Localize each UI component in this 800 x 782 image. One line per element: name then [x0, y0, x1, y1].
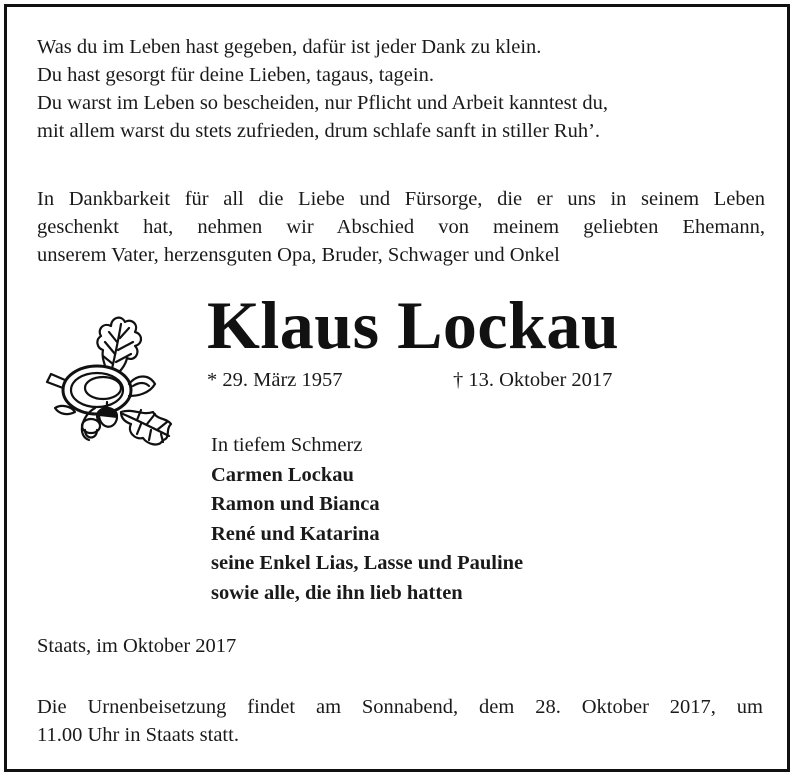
poem	[37, 33, 737, 145]
mourner-name: Carmen Lockau	[211, 463, 354, 486]
burial-info	[37, 693, 763, 749]
mourner-name: seine Enkel Lias, Lasse und Pauline	[211, 552, 524, 574]
mourner-name: René und Katarina	[211, 522, 380, 545]
deceased-name: Klaus Lockau	[207, 287, 620, 363]
poem-line: Du hast gesorgt für deine Lieben, tagaus, tagein.	[37, 64, 434, 86]
obituary-notice	[4, 4, 790, 772]
poem-line: mit allem warst du stets zufrieden, drum schlafe sanft in stiller Ruh’.	[37, 120, 601, 142]
mourner-name: Ramon und Bianca	[211, 493, 380, 515]
mourners	[211, 431, 523, 608]
poem-line: Was du im Leben hast gegeben, dafür ist jeder Dank zu klein.	[37, 36, 542, 58]
death-date: † 13. Oktober 2017	[453, 369, 613, 391]
intro-line: In Dankbarkeit für all die Liebe und Fürsorge, die er uns in seinem Leben	[37, 188, 765, 210]
place-date: Staats, im Oktober 2017	[37, 635, 237, 657]
hunting-horn-oak-leaves-icon	[37, 312, 202, 462]
burial-line: 11.00 Uhr in Staats statt.	[37, 724, 239, 746]
mourner-name: sowie alle, die ihn lieb hatten	[211, 581, 463, 604]
burial-line: Die Urnenbeisetzung findet am Sonnabend, dem 28. Oktober 2017, um	[37, 696, 763, 718]
intro-text	[37, 185, 765, 269]
poem-line: Du warst im Leben so bescheiden, nur Pflicht und Arbeit kanntest du,	[37, 92, 609, 114]
intro-line: geschenkt hat, nehmen wir Abschied von meinem geliebten Ehemann,	[37, 216, 765, 238]
mourners-heading: In tiefem Schmerz	[211, 434, 363, 456]
intro-line: unserem Vater, herzensguten Opa, Bruder, Schwager und Onkel	[37, 244, 560, 266]
birth-date: * 29. März 1957	[207, 369, 343, 391]
